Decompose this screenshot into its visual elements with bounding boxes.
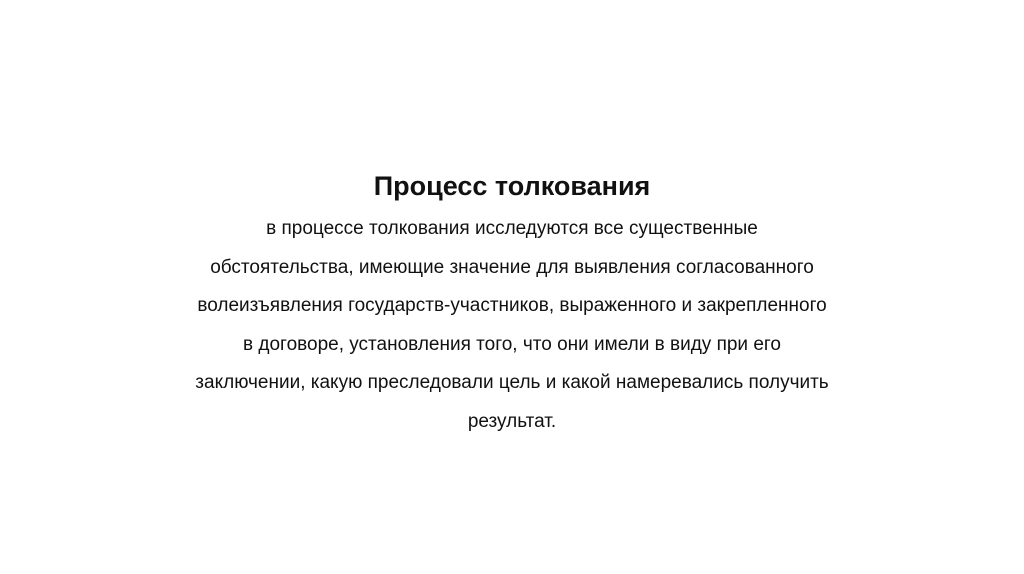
body-line: результат. (467, 410, 557, 432)
body-line: обстоятельства, имеющие значение для выявления согласованного (210, 256, 814, 278)
body-line: в процессе толкования исследуются все существенные (266, 218, 758, 239)
slide-title: Процесс толкования (373, 171, 651, 201)
body-line: в договоре, установления того, что они имели в виду при его (243, 333, 781, 355)
body-line: заключении, какую преследовали цель и какой намеревались получить (195, 372, 829, 393)
body-line: волеизъявления государств-участников, выраженного и закрепленного (197, 295, 827, 316)
slide-content (112, 166, 912, 441)
slide-body (112, 210, 912, 441)
